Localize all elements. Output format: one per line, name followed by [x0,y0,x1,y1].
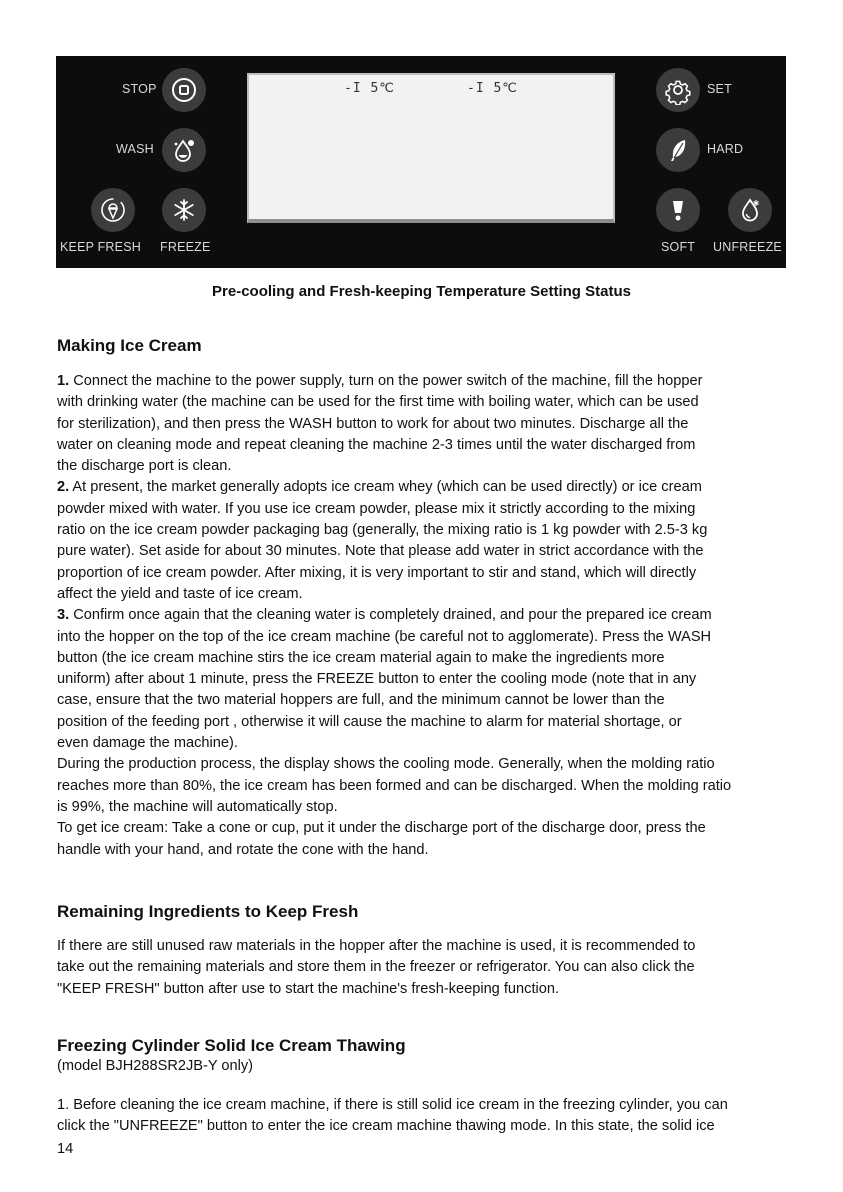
soft-serve-icon [663,195,693,225]
text-line: During the production process, the display shows the cooling mode. Generally, when the molding ratio [57,756,715,773]
figure-caption: Pre-cooling and Fresh-keeping Temperature Setting Status [212,283,631,300]
keep-fresh-body [57,936,792,1000]
section-title-thawing: Freezing Cylinder Solid Ice Cream Thawing [57,1036,406,1055]
text-line: position of the feeding port , otherwise it will cause the machine to alarm for material shortage, or [57,713,682,730]
unfreeze-label: UNFREEZE [713,240,782,254]
freeze-label: FREEZE [160,240,211,254]
wash-button[interactable] [162,128,206,172]
text-line: even damage the machine). [57,735,238,752]
hard-label: HARD [707,142,744,156]
thaw-drop-icon [735,195,765,225]
text-line: 1. Before cleaning the ice cream machine, if there is still solid ice cream in the freezing cylinder, you can [57,1097,728,1113]
feather-icon [663,135,693,165]
text-line: "KEEP FRESH" button after use to start the machine's fresh-keeping function. [57,980,560,997]
text-line: reaches more than 80%, the ice cream has been formed and can be discharged. When the molding ratio [57,777,732,794]
text-line: If there are still unused raw materials in the hopper after the machine is used, it is recommended to [57,938,696,954]
text-line: click the "UNFREEZE" button to enter the ice cream machine thawing mode. In this state, the solid ice [57,1118,715,1135]
keep-fresh-label: KEEP FRESH [60,240,141,254]
water-drop-icon [169,135,199,165]
section-title-making-ice-cream: Making Ice Cream [57,336,202,355]
unfreeze-button[interactable] [728,188,772,232]
text-line: is 99%, the machine will automatically stop. [57,798,338,815]
set-label: SET [707,82,732,96]
text-line: ratio on the ice cream powder packaging bag (generally, the mixing ratio is 1 kg powder with 2.5-3 kg [57,522,708,539]
step-number: 2. [57,479,70,496]
text-line: 2. At present, the market generally adopts ice cream whey (which can be used directly) or ice cream [57,479,702,496]
text-line: into the hopper on the top of the ice cream machine (be careful not to agglomerate). Press the WASH [57,628,712,645]
freeze-button[interactable] [162,188,206,232]
stop-label: STOP [122,82,157,96]
text-line: 3. Confirm once again that the cleaning water is completely drained, and pour the prepared ice cream [57,607,712,624]
stop-button[interactable] [162,68,206,112]
snowflake-icon [169,195,199,225]
text-line: To get ice cream: Take a cone or cup, put it under the discharge port of the discharge door, press the [57,820,706,837]
making-ice-cream-body [57,371,792,861]
thawing-body [57,1095,792,1138]
display-screen [247,73,615,223]
soft-label: SOFT [661,240,696,254]
text-line: case, ensure that the two material hoppers are full, and the minimum cannot be lower than the [57,692,665,709]
text-line: button (the ice cream machine stirs the ice cream material again to make the ingredients more [57,649,665,666]
hard-button[interactable] [656,128,700,172]
text-line: 1. Connect the machine to the power supply, turn on the power switch of the machine, fill the hopper [57,373,703,389]
text-line: pure water). Set aside for about 30 minutes. Note that please add water in strict accordance with the [57,543,704,560]
set-button[interactable] [656,68,700,112]
text-line: handle with your hand, and rotate the cone with the hand. [57,841,429,858]
wash-label: WASH [116,142,154,156]
text-line: for sterilization), and then press the WASH button to work for about two minutes. Discharge all the [57,415,689,432]
control-panel [56,56,786,268]
text-line: take out the remaining materials and store them in the freezer or refrigerator. You can also click the [57,959,695,976]
text-line: powder mixed with water. If you use ice cream powder, please mix it strictly according to the mixing [57,500,696,517]
text-line: the discharge port is clean. [57,458,232,475]
text-line: uniform) after about 1 minute, press the FREEZE button to enter the cooling mode (note that in any [57,671,697,688]
gear-icon [663,75,693,105]
model-note: (model BJH288SR2JB-Y only) [57,1058,254,1074]
section-title-keep-fresh: Remaining Ingredients to Keep Fresh [57,902,359,921]
soft-button[interactable] [656,188,700,232]
ice-cream-cycle-icon [98,195,128,225]
text-line: affect the yield and taste of ice cream. [57,585,303,602]
text-line: with drinking water (the machine can be used for the first time with boiling water, which can be used [57,394,699,411]
text-line: water on cleaning mode and repeat cleaning the machine 2-3 times until the water discharged from [57,436,696,453]
keep-fresh-button[interactable] [91,188,135,232]
step-number: 3. [57,607,70,624]
display-left-temp: -I 5℃ [344,81,395,96]
stop-icon [169,75,199,105]
text-line: proportion of ice cream powder. After mixing, it is very important to stir and stand, which will directly [57,564,697,581]
page-number: 14 [57,1141,74,1157]
display-right-temp: -I 5℃ [467,81,518,96]
step-number: 1. [57,373,70,389]
